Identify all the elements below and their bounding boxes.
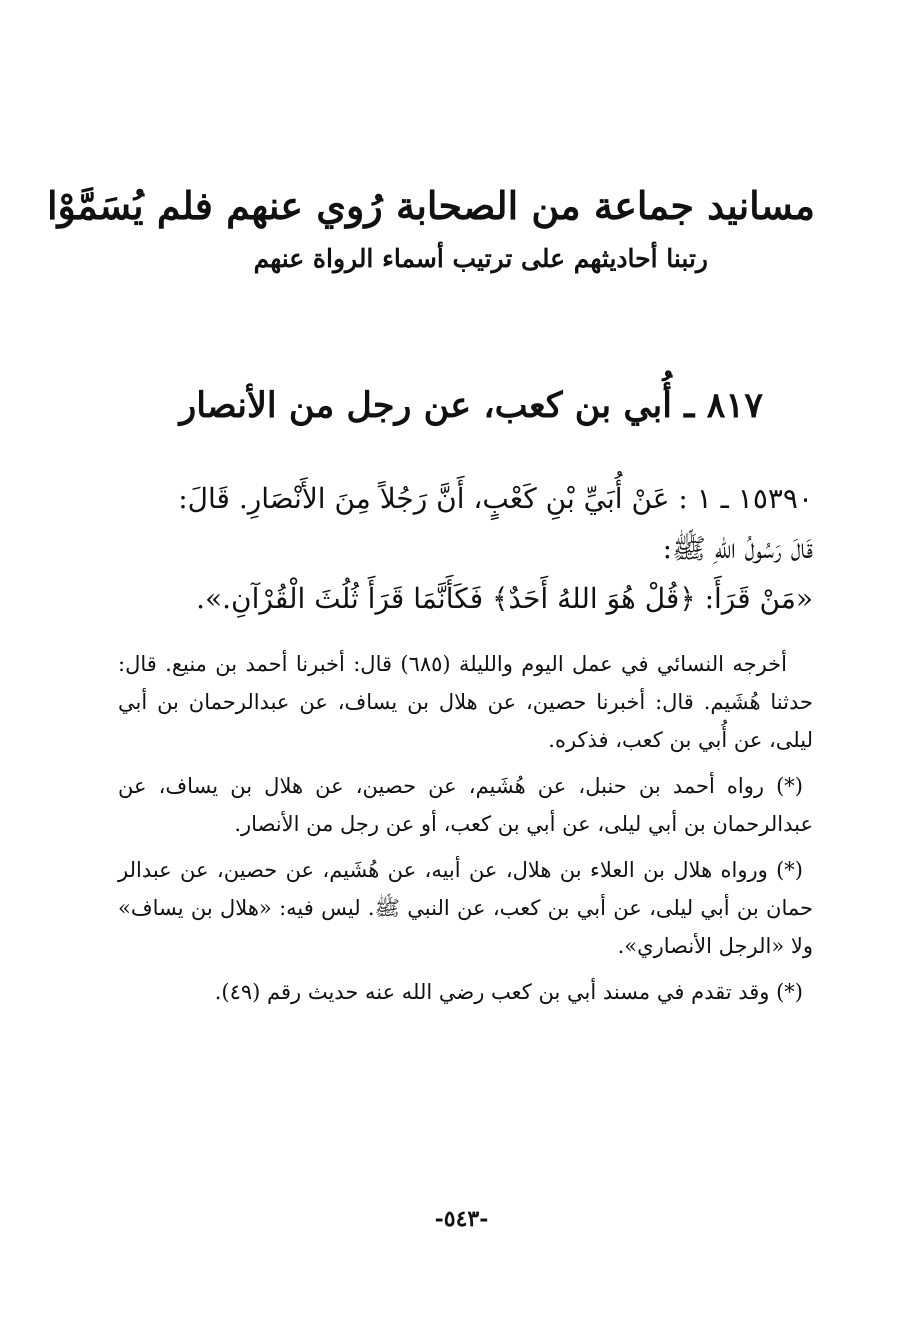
page-number: -٥٤٣- [434, 1206, 489, 1232]
commentary-notes [118, 645, 813, 1019]
hadith-line-1: ١٥٣٩٠ ـ ١ : عَنْ أُبَيِّ بْنِ كَعْبٍ، أَنَّ رَجُلاً مِنَ الأَنْصَارِ. قَالَ: [178, 482, 813, 515]
commentary-paragraph: (*) وقد تقدم في مسند أبي بن كعب رضي الله عنه حديث رقم (٤٩). [214, 980, 803, 1004]
commentary-paragraph: (*) رواه أحمد بن حنبل، عن هُشَيم، عن حصين، عن هلال بن يساف، عن عبدالرحمان بن أبي ليلى، عن أبي بن كعب، أو عن رجل من الأنصار. [118, 774, 813, 836]
section-heading: ٨١٧ ـ أُبي بن كعب، عن رجل من الأنصار [179, 385, 763, 427]
commentary-paragraph: (*) ورواه هلال بن العلاء بن هلال، عن أبيه، عن هُشَيم، عن حصين، عن عبدالر حمان بن أبي ليلى، عن أبي بن كعب، عن النبي ﷺ. ليس فيه: «هلال بن يساف» ولا «الرجل الأنصاري». [118, 858, 813, 958]
page-subtitle: رتبنا أحاديثهم على ترتيب أسماء الرواة عنهم [253, 244, 708, 273]
hadith-text [118, 474, 813, 624]
hadith-line-3: «مَنْ قَرَأَ: ﴿قُلْ هُوَ اللهُ أَحَدٌ﴾ فَكَأَنَّمَا قَرَأَ ثُلُثَ الْقُرْآنِ.». [196, 582, 813, 615]
hadith-line-2: قَالَ رَسُولُ اللهِ ﷺ: [662, 532, 813, 565]
page-title: مسانيد جماعة من الصحابة رُوي عنهم فلم يُسَمَّوْا [47, 183, 815, 229]
source-citation-paragraph: أخرجه النسائي في عمل اليوم والليلة (٦٨٥) قال: أخبرنا أحمد بن منيع. قال: حدثنا هُشَيم. قال: أخبرنا حصين، عن هلال بن يساف، عن عبدالرحمان بن أبي ليلى، عن أُبي بن كعب، فذكره. [118, 652, 813, 752]
